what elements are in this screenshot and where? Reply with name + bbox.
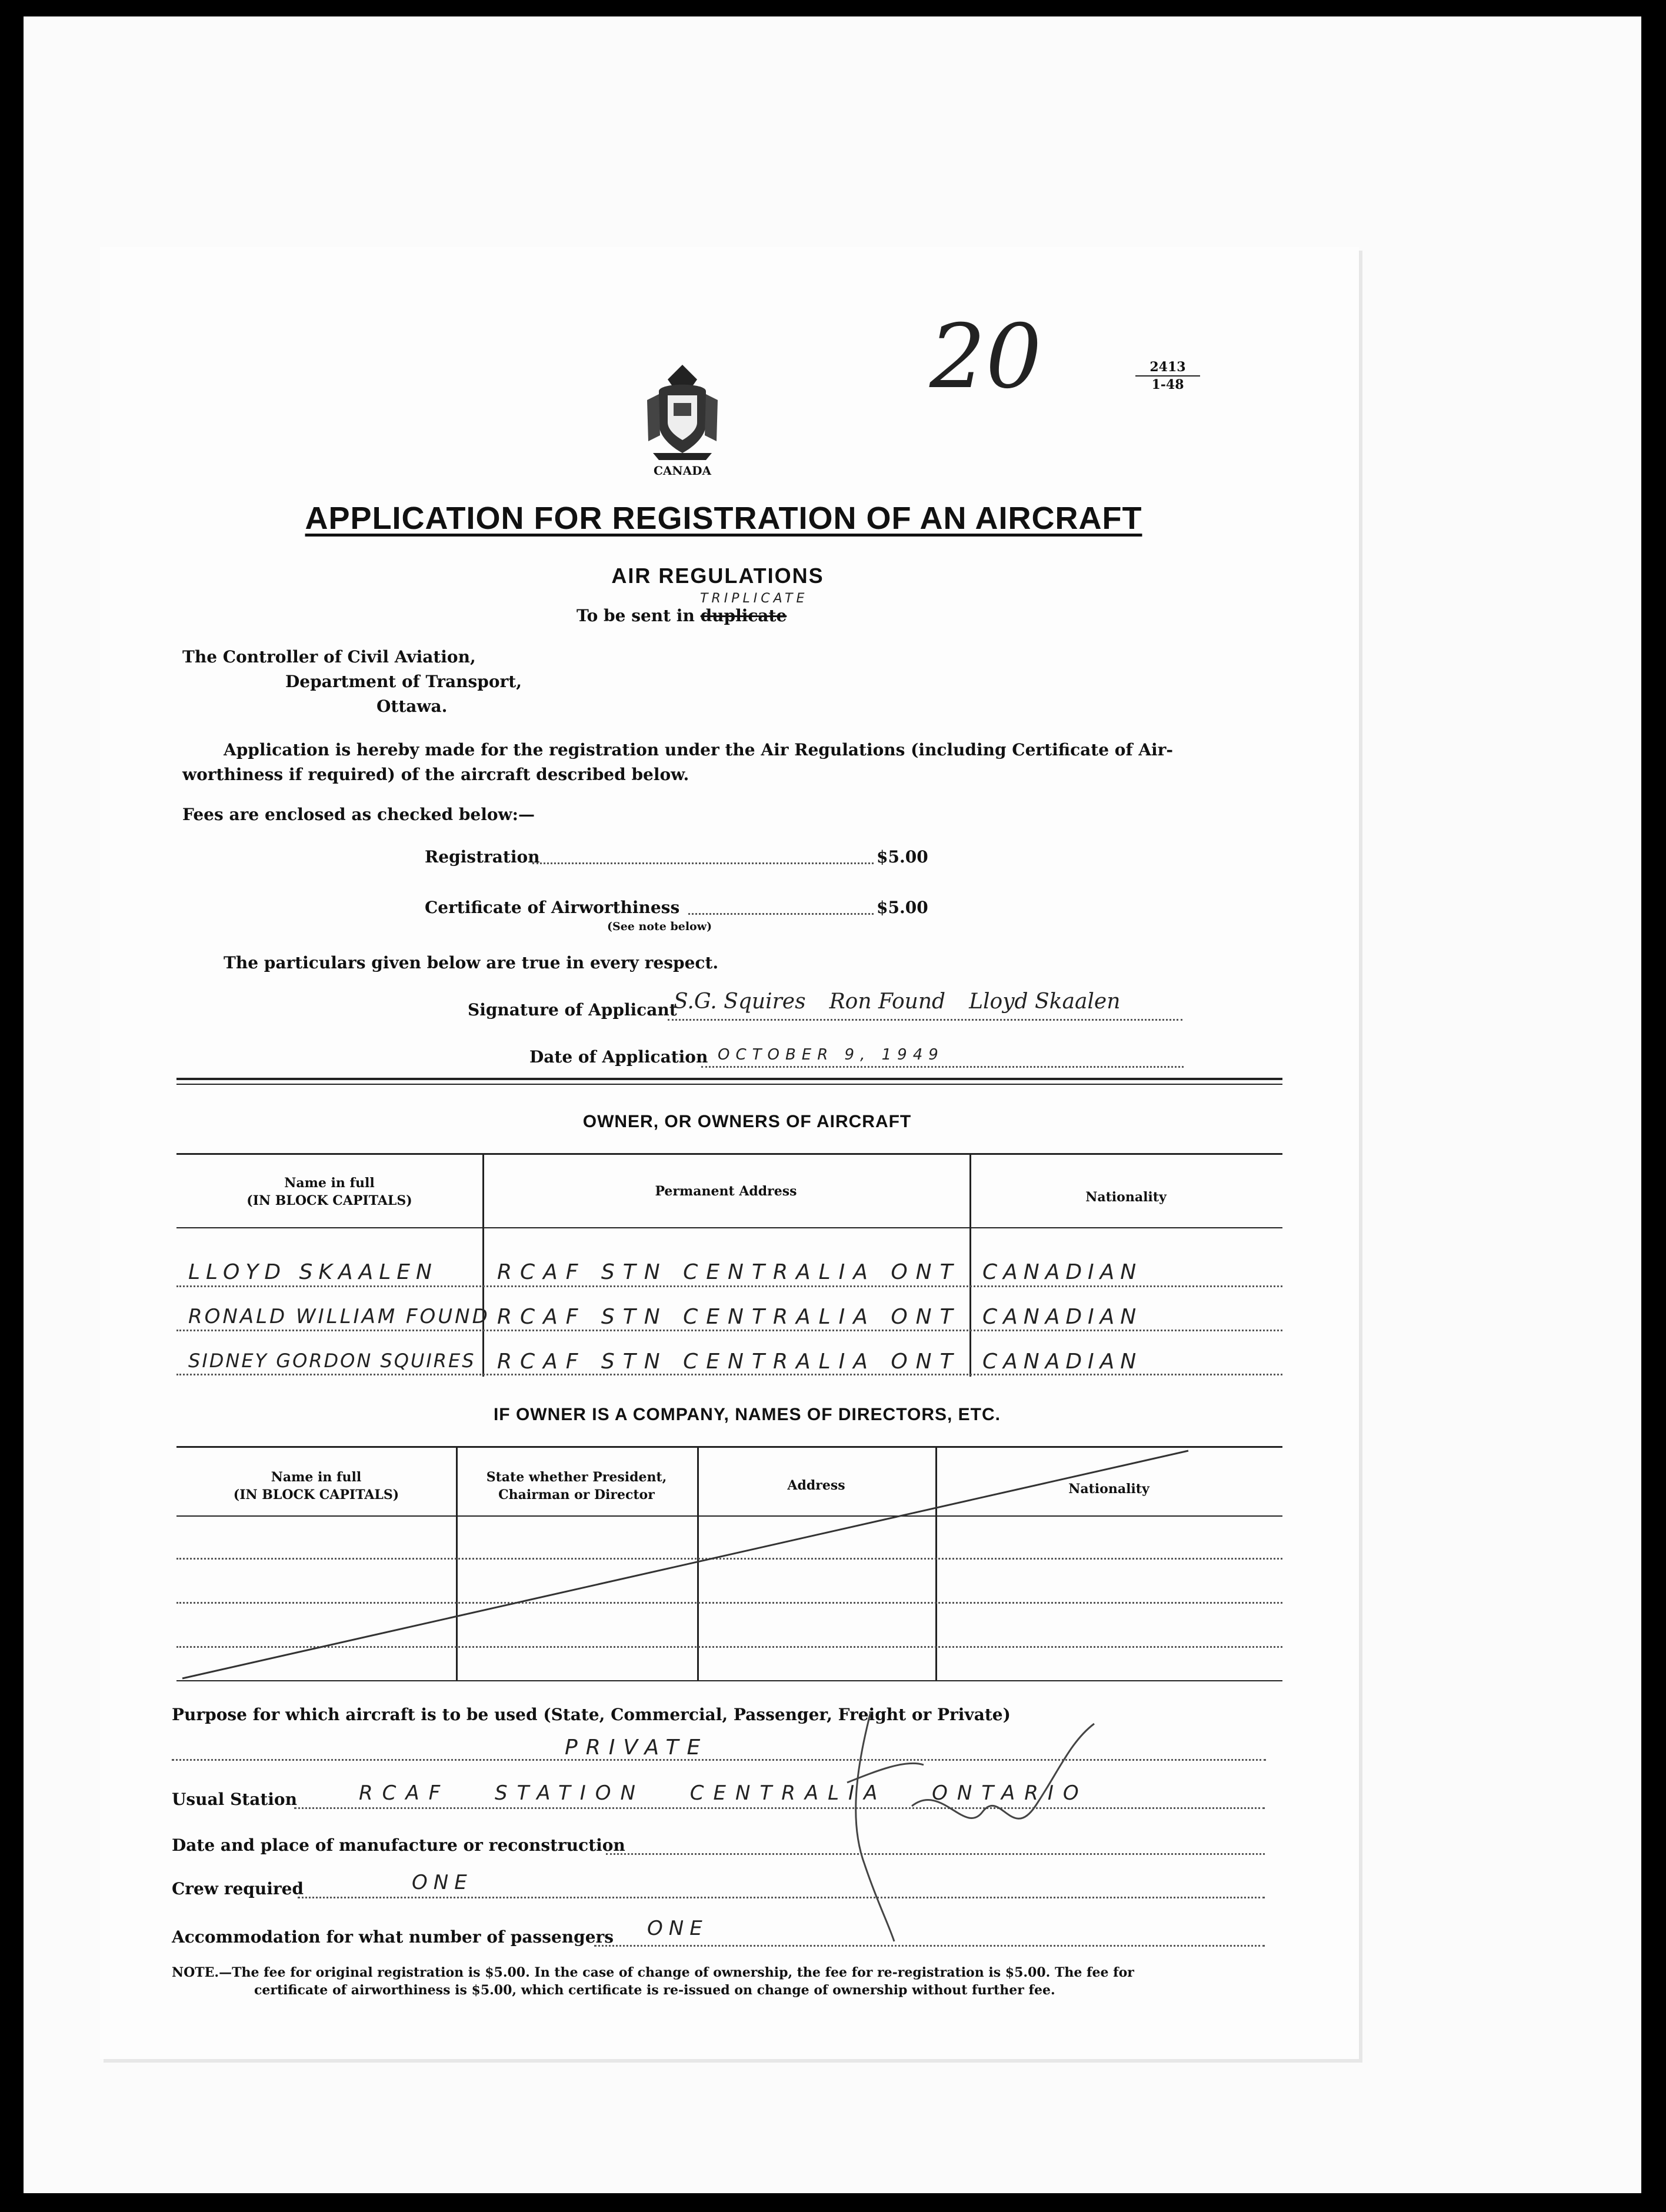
addressee-line-1: The Controller of Civil Aviation, [182,647,476,667]
purpose-label: Purpose for which aircraft is to be used (State, Commercial, Passenger, Freight or Private) [172,1705,1011,1724]
fee-registration-label: Registration [425,847,540,867]
company-table-strike-line [176,1446,1282,1681]
note-line-1: NOTE.—The fee for original registration is $5.00. In the case of change of ownership, the fee for re-registration is $5.00. The fee for [172,1965,1134,1980]
crew-label: Crew required [172,1879,304,1898]
sent-in-line [577,606,787,625]
owners-table [176,1153,1282,1388]
section-rule-top [176,1078,1282,1080]
sent-in-label: To be sent in [577,606,695,625]
applicant-signatures [674,990,1185,1014]
form-number-value: 2413 [1149,359,1186,375]
usual-station-line [294,1807,1265,1809]
purpose-value: PRIVATE [565,1735,709,1760]
form-subtitle: AIR REGULATIONS [611,564,824,588]
company-header-nationality: Nationality [1068,1481,1149,1497]
section-rule-bottom [176,1084,1282,1085]
owners-row-3-line [176,1374,1282,1375]
company-header-name-line1: Name in full [271,1470,362,1485]
owners-row-1-line [176,1285,1282,1287]
owners-table-header-rule [176,1227,1282,1228]
owners-row-2-nationality: CANADIAN [982,1305,1142,1329]
owners-row-3-name: SIDNEY GORDON SQUIRES [188,1350,476,1372]
passengers-value: ONE [647,1917,708,1940]
owners-row-2-line [176,1330,1282,1331]
crew-value: ONE [412,1871,473,1894]
owners-row-2-name: RONALD WILLIAM FOUND [188,1305,490,1328]
owners-header-name-line1: Name in full [284,1175,375,1191]
fee-airworthiness-leader [688,913,874,915]
owners-row-3-address: RCAF STN CENTRALIA ONT [497,1350,961,1374]
owners-row-2-address: RCAF STN CENTRALIA ONT [497,1305,961,1329]
owners-row-3-nationality: CANADIAN [982,1350,1142,1374]
signature-label: Signature of Applicant [468,1000,677,1020]
crew-line [298,1897,1265,1898]
form-revision: 1-48 [1135,375,1200,393]
fee-registration-leader [532,862,874,864]
date-line [701,1066,1184,1068]
company-header-name-line2: (IN BLOCK CAPITALS) [233,1487,399,1503]
date-value: OCTOBER 9, 1949 [718,1046,944,1064]
owners-table-divider-2 [969,1153,971,1377]
signature-squires: S.G. Squires [674,990,806,1014]
fee-airworthiness-note: (See note below) [607,920,712,933]
usual-station-value: RCAF STATION CENTRALIA ONTARIO [359,1781,1088,1805]
signature-skaalen: Lloyd Skaalen [969,990,1121,1014]
owners-header-name-line2: (IN BLOCK CAPITALS) [246,1193,412,1208]
signature-found: Ron Found [829,990,946,1014]
company-header-role-line2: Chairman or Director [498,1487,655,1503]
owners-heading: OWNER, OR OWNERS OF AIRCRAFT [582,1112,912,1131]
fee-airworthiness-label: Certificate of Airworthiness [425,898,680,917]
addressee-line-2: Department of Transport, [285,672,522,691]
particulars-statement: The particulars given below are true in every respect. [224,953,719,972]
page-number: 20 [929,306,1042,408]
handwritten-initials-mark [824,1688,1106,1953]
passengers-label: Accommodation for what number of passengers [172,1927,614,1947]
application-form [100,247,1359,2059]
company-header-role-line1: State whether President, [486,1470,667,1485]
sent-in-struck: duplicate [700,606,787,625]
owners-table-top-rule [176,1153,1282,1155]
fee-registration-amount: $5.00 [877,847,928,867]
coat-of-arms-emblem [641,359,724,465]
addressee-line-3: Ottawa. [376,697,448,716]
owners-header-address: Permanent Address [655,1184,797,1199]
company-table [176,1446,1282,1658]
owners-row-1-name: LLOYD SKAALEN [188,1260,438,1284]
note-line-2: certificate of airworthiness is $5.00, which certificate is re-issued on change of ownership without further fee. [254,1983,1055,1998]
form-title: APPLICATION FOR REGISTRATION OF AN AIRCRAFT [305,501,1142,536]
fee-airworthiness-amount: $5.00 [877,898,928,917]
owners-header-nationality: Nationality [1085,1190,1167,1205]
company-header-address: Address [787,1478,845,1493]
usual-station-label: Usual Station [172,1790,297,1809]
company-heading: IF OWNER IS A COMPANY, NAMES OF DIRECTORS, ETC. [493,1405,1001,1424]
fees-label: Fees are enclosed as checked below:— [182,805,535,824]
application-text-line-1: Application is hereby made for the registration under the Air Regulations (including Certificate of Air- [224,740,1173,759]
owners-row-1-nationality: CANADIAN [982,1260,1142,1284]
owners-header-name [176,1174,482,1210]
owners-row-1-address: RCAF STN CENTRALIA ONT [497,1260,961,1284]
date-label: Date of Application [529,1047,708,1067]
manufacture-label: Date and place of manufacture or reconstruction [172,1835,625,1855]
signature-line [668,1019,1182,1021]
application-text-line-2: worthiness if required) of the aircraft described below. [182,765,689,784]
sent-in-handwritten: TRIPLICATE [700,591,808,606]
country-label: CANADA [653,464,712,478]
form-number [1135,359,1200,393]
